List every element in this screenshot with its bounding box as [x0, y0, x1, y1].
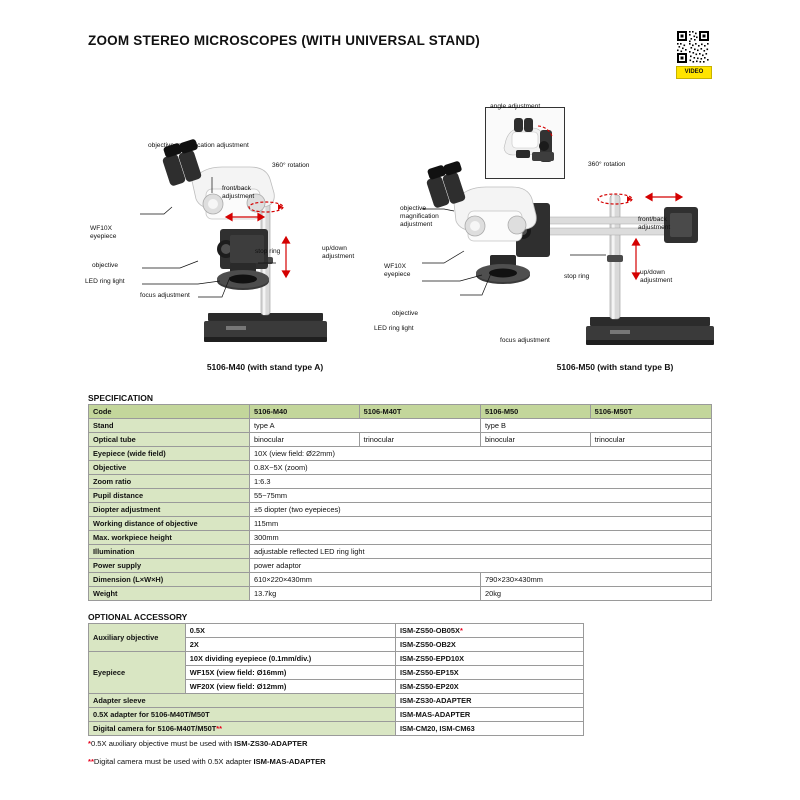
- annotation-angle-adjustment: angle adjustment: [490, 103, 541, 110]
- spec-row: [89, 587, 712, 601]
- footnote-2-star: **: [88, 757, 94, 766]
- spec-row: [89, 489, 712, 503]
- spec-header-row: [89, 405, 712, 419]
- qr-code-icon: [676, 30, 710, 64]
- spec-cell: type A: [250, 419, 481, 433]
- annotation-front-back-left: front/back adjustment: [222, 185, 255, 200]
- accessory-code: ISM-ZS50-EP20X: [396, 680, 584, 694]
- spec-cell: trinocular: [359, 433, 480, 447]
- spec-cell: 10X (view field: Ø22mm): [250, 447, 712, 461]
- accessory-code: ISM-CM20, ISM-CM63: [396, 722, 584, 736]
- spec-row: [89, 419, 712, 433]
- footnote-2-text: Digital camera must be used with 0.5X adapter: [93, 757, 254, 766]
- caption-right: 5106-M50 (with stand type B): [556, 362, 674, 372]
- annotation-objective-right: objective: [392, 310, 419, 317]
- spec-row-label: Eyepiece (wide field): [89, 447, 250, 461]
- inset-angle-adjustment: [485, 107, 565, 179]
- annotation-up-down-right: up/down adjustment: [640, 269, 673, 284]
- annotation-rotation-right: 360° rotation: [588, 161, 626, 168]
- spec-row-label: Power supply: [89, 559, 250, 573]
- accessory-code: ISM-ZS30-ADAPTER: [396, 694, 584, 708]
- spec-cell: ±5 diopter (two eyepieces): [250, 503, 712, 517]
- footnote-1-code: ISM-ZS30-ADAPTER: [234, 739, 308, 748]
- annotation-led-ring-light-left: LED ring light: [85, 278, 125, 285]
- spec-cell: 20kg: [480, 587, 711, 601]
- spec-cell: 300mm: [250, 531, 712, 545]
- spec-row-label: Zoom ratio: [89, 475, 250, 489]
- accessory-code: ISM-ZS50-EPD10X: [396, 652, 584, 666]
- spec-row-label: Working distance of objective: [89, 517, 250, 531]
- spec-cell: binocular: [480, 433, 590, 447]
- accessory-code: ISM-ZS50-OB2X: [396, 638, 584, 652]
- accessory-variant: 10X dividing eyepiece (0.1mm/div.): [185, 652, 395, 666]
- spec-cell: trinocular: [590, 433, 711, 447]
- accessory-variant: 2X: [185, 638, 395, 652]
- spec-cell: type B: [480, 419, 711, 433]
- spec-header-cell: 5106-M50: [480, 405, 590, 419]
- accessory-group-label: Auxiliary objective: [89, 624, 186, 652]
- accessory-row: [89, 708, 584, 722]
- accessory-row: [89, 652, 584, 666]
- accessory-variant: WF15X (view field: Ø16mm): [185, 666, 395, 680]
- spec-cell: power adaptor: [250, 559, 712, 573]
- spec-cell: 790×230×430mm: [480, 573, 711, 587]
- annotation-focus-adjustment-left: focus adjustment: [140, 292, 190, 299]
- accessory-group-label: Digital camera for 5106-M40T/M50T**: [89, 722, 396, 736]
- footnote-2: [88, 757, 326, 766]
- spec-row: [89, 545, 712, 559]
- spec-row: [89, 559, 712, 573]
- footnote-1-text: 0.5X auxiliary objective must be used with: [90, 739, 235, 748]
- accessory-row: [89, 694, 584, 708]
- spec-cell: 0.8X~5X (zoom): [250, 461, 712, 475]
- spec-cell: 115mm: [250, 517, 712, 531]
- page-title: ZOOM STEREO MICROSCOPES (WITH UNIVERSAL STAND): [88, 33, 480, 48]
- figure-5106-m50: [420, 85, 790, 375]
- annotation-rotation-left: 360° rotation: [272, 162, 310, 169]
- spec-row-label: Max. workpiece height: [89, 531, 250, 545]
- accessory-code: ISM-MAS-ADAPTER: [396, 708, 584, 722]
- annotation-front-back-right: front/back adjustment: [638, 216, 671, 231]
- annotation-objective-magnification-left: objective magnification adjustment: [148, 142, 249, 149]
- spec-row: [89, 475, 712, 489]
- annotation-objective-left: objective: [92, 262, 119, 269]
- footnote-2-code: ISM-MAS-ADAPTER: [253, 757, 326, 766]
- spec-header-cell: 5106-M50T: [590, 405, 711, 419]
- spec-row-label: Pupil distance: [89, 489, 250, 503]
- spec-cell: binocular: [250, 433, 360, 447]
- spec-row: [89, 503, 712, 517]
- spec-cell: 1:6.3: [250, 475, 712, 489]
- spec-row: [89, 517, 712, 531]
- spec-header-cell: Code: [89, 405, 250, 419]
- spec-row-label: Objective: [89, 461, 250, 475]
- accessory-row: [89, 722, 584, 736]
- video-badge: VIDEO: [676, 66, 712, 79]
- accessory-group-label: Eyepiece: [89, 652, 186, 694]
- optional-accessory-heading: OPTIONAL ACCESSORY: [88, 612, 188, 622]
- spec-row: [89, 573, 712, 587]
- spec-cell: adjustable reflected LED ring light: [250, 545, 712, 559]
- spec-row: [89, 461, 712, 475]
- spec-row: [89, 531, 712, 545]
- accessory-variant: 0.5X: [185, 624, 395, 638]
- caption-left: 5106-M40 (with stand type A): [206, 362, 324, 372]
- annotation-stop-ring-left: stop ring: [255, 248, 281, 255]
- spec-row-label: Weight: [89, 587, 250, 601]
- spec-header-cell: 5106-M40: [250, 405, 360, 419]
- spec-cell: 13.7kg: [250, 587, 481, 601]
- spec-header-cell: 5106-M40T: [359, 405, 480, 419]
- footnote-1-star: *: [88, 739, 91, 748]
- annotation-objective-magnification-right: objective magnification adjustment: [400, 205, 439, 228]
- spec-row-label: Stand: [89, 419, 250, 433]
- footnote-1: [88, 739, 307, 748]
- accessory-group-label: Adapter sleeve: [89, 694, 396, 708]
- annotation-eyepiece-right: WF10X eyepiece: [384, 263, 411, 278]
- spec-cell: 55~75mm: [250, 489, 712, 503]
- specification-heading: SPECIFICATION: [88, 393, 154, 403]
- spec-row-label: Diopter adjustment: [89, 503, 250, 517]
- spec-row-label: Illumination: [89, 545, 250, 559]
- annotation-up-down-left: up/down adjustment: [322, 245, 355, 260]
- accessory-row: [89, 624, 584, 638]
- accessory-code: ISM-ZS50-OB05X*: [396, 624, 584, 638]
- accessory-variant: WF20X (view field: Ø12mm): [185, 680, 395, 694]
- spec-row: [89, 433, 712, 447]
- spec-row-label: Optical tube: [89, 433, 250, 447]
- optional-accessory-table: [88, 623, 584, 736]
- spec-cell: 610×220×430mm: [250, 573, 481, 587]
- spec-row-label: Dimension (L×W×H): [89, 573, 250, 587]
- accessory-code: ISM-ZS50-EP15X: [396, 666, 584, 680]
- annotation-focus-adjustment-right: focus adjustment: [500, 337, 550, 344]
- specification-table: [88, 404, 712, 601]
- annotation-led-ring-light-right: LED ring light: [374, 325, 414, 332]
- spec-row: [89, 447, 712, 461]
- annotation-stop-ring-right: stop ring: [564, 273, 590, 280]
- annotation-eyepiece-left: WF10X eyepiece: [90, 225, 117, 240]
- accessory-group-label: 0.5X adapter for 5106-M40T/M50T: [89, 708, 396, 722]
